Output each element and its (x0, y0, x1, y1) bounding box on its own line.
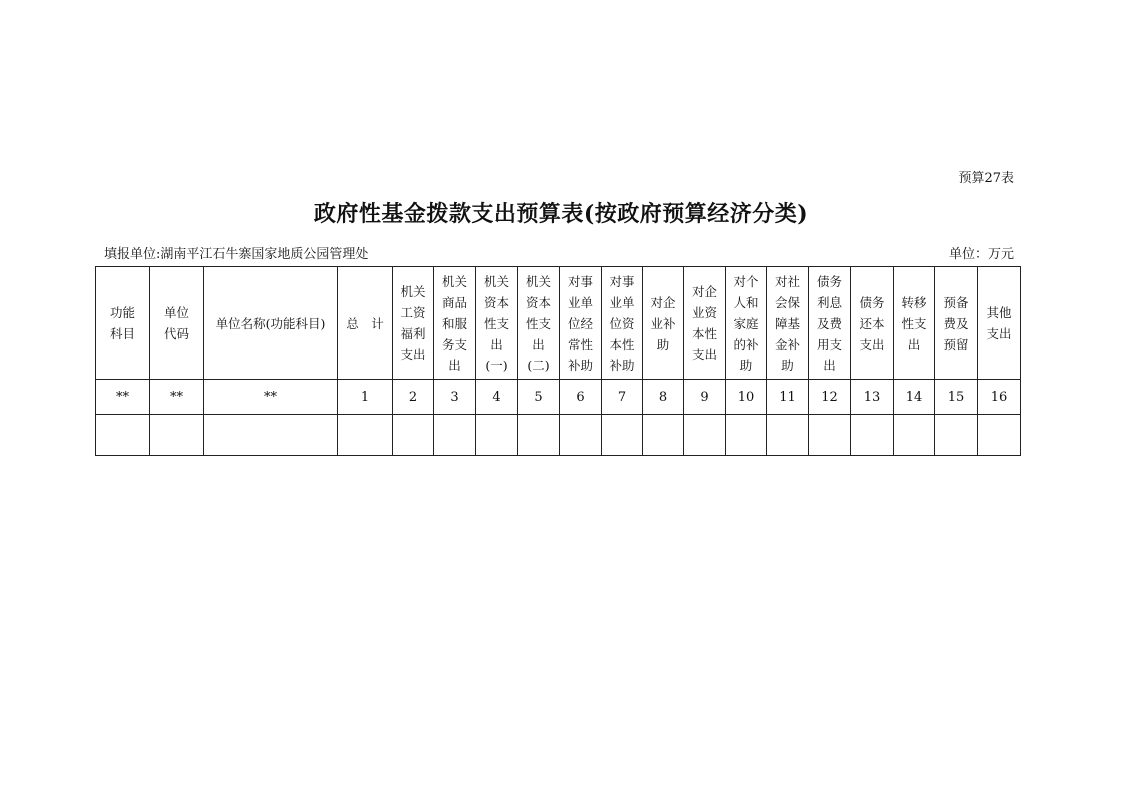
header-cell: 对事 业单 位资 本性 补助 (602, 267, 643, 380)
empty-data-row (96, 415, 1021, 456)
column-number-row (96, 380, 1021, 415)
number-cell: 11 (767, 380, 809, 415)
empty-cell (684, 415, 726, 456)
number-cell: ** (150, 380, 204, 415)
empty-cell (96, 415, 150, 456)
header-cell: 功能 科目 (96, 267, 150, 380)
header-cell: 预备 费及 预留 (935, 267, 978, 380)
empty-cell (643, 415, 684, 456)
number-cell: 5 (518, 380, 560, 415)
empty-cell (809, 415, 851, 456)
number-cell: ** (96, 380, 150, 415)
budget-table (95, 266, 1021, 456)
header-cell: 对社 会保 障基 金补 助 (767, 267, 809, 380)
empty-cell (894, 415, 935, 456)
number-cell: 8 (643, 380, 684, 415)
number-cell: 7 (602, 380, 643, 415)
empty-cell (476, 415, 518, 456)
number-cell: 15 (935, 380, 978, 415)
header-cell: 对个 人和 家庭 的补 助 (726, 267, 767, 380)
empty-cell (150, 415, 204, 456)
header-cell: 总 计 (338, 267, 393, 380)
header-cell: 机关 商品 和服 务支 出 (434, 267, 476, 380)
header-cell: 机关 工资 福利 支出 (393, 267, 434, 380)
header-cell: 对企 业资 本性 支出 (684, 267, 726, 380)
header-cell: 对企 业补 助 (643, 267, 684, 380)
empty-cell (393, 415, 434, 456)
header-cell: 机关 资本 性支 出 (二) (518, 267, 560, 380)
header-cell: 单位 代码 (150, 267, 204, 380)
filling-unit: 填报单位:湖南平江石牛寨国家地质公园管理处 (104, 247, 369, 262)
empty-cell (935, 415, 978, 456)
number-cell: 10 (726, 380, 767, 415)
number-cell: 1 (338, 380, 393, 415)
number-cell: 13 (851, 380, 894, 415)
empty-cell (560, 415, 602, 456)
empty-cell (338, 415, 393, 456)
header-cell: 其他 支出 (978, 267, 1021, 380)
empty-cell (767, 415, 809, 456)
header-cell: 转移 性支 出 (894, 267, 935, 380)
empty-cell (518, 415, 560, 456)
empty-cell (204, 415, 338, 456)
number-cell: 6 (560, 380, 602, 415)
number-cell: 12 (809, 380, 851, 415)
empty-cell (978, 415, 1021, 456)
number-cell: 2 (393, 380, 434, 415)
header-cell: 单位名称(功能科目) (204, 267, 338, 380)
header-cell: 债务 利息 及费 用支 出 (809, 267, 851, 380)
currency-unit: 单位：万元 (948, 247, 1014, 262)
table-number: 预算27表 (958, 171, 1014, 186)
number-cell: 3 (434, 380, 476, 415)
empty-cell (602, 415, 643, 456)
number-cell: ** (204, 380, 338, 415)
number-cell: 14 (894, 380, 935, 415)
empty-cell (851, 415, 894, 456)
empty-cell (434, 415, 476, 456)
number-cell: 16 (978, 380, 1021, 415)
empty-cell (726, 415, 767, 456)
header-cell: 对事 业单 位经 常性 补助 (560, 267, 602, 380)
header-row (96, 267, 1021, 380)
page-title: 政府性基金拨款支出预算表(按政府预算经济分类) (313, 201, 809, 227)
header-cell: 债务 还本 支出 (851, 267, 894, 380)
header-cell: 机关 资本 性支 出 (一) (476, 267, 518, 380)
number-cell: 9 (684, 380, 726, 415)
number-cell: 4 (476, 380, 518, 415)
